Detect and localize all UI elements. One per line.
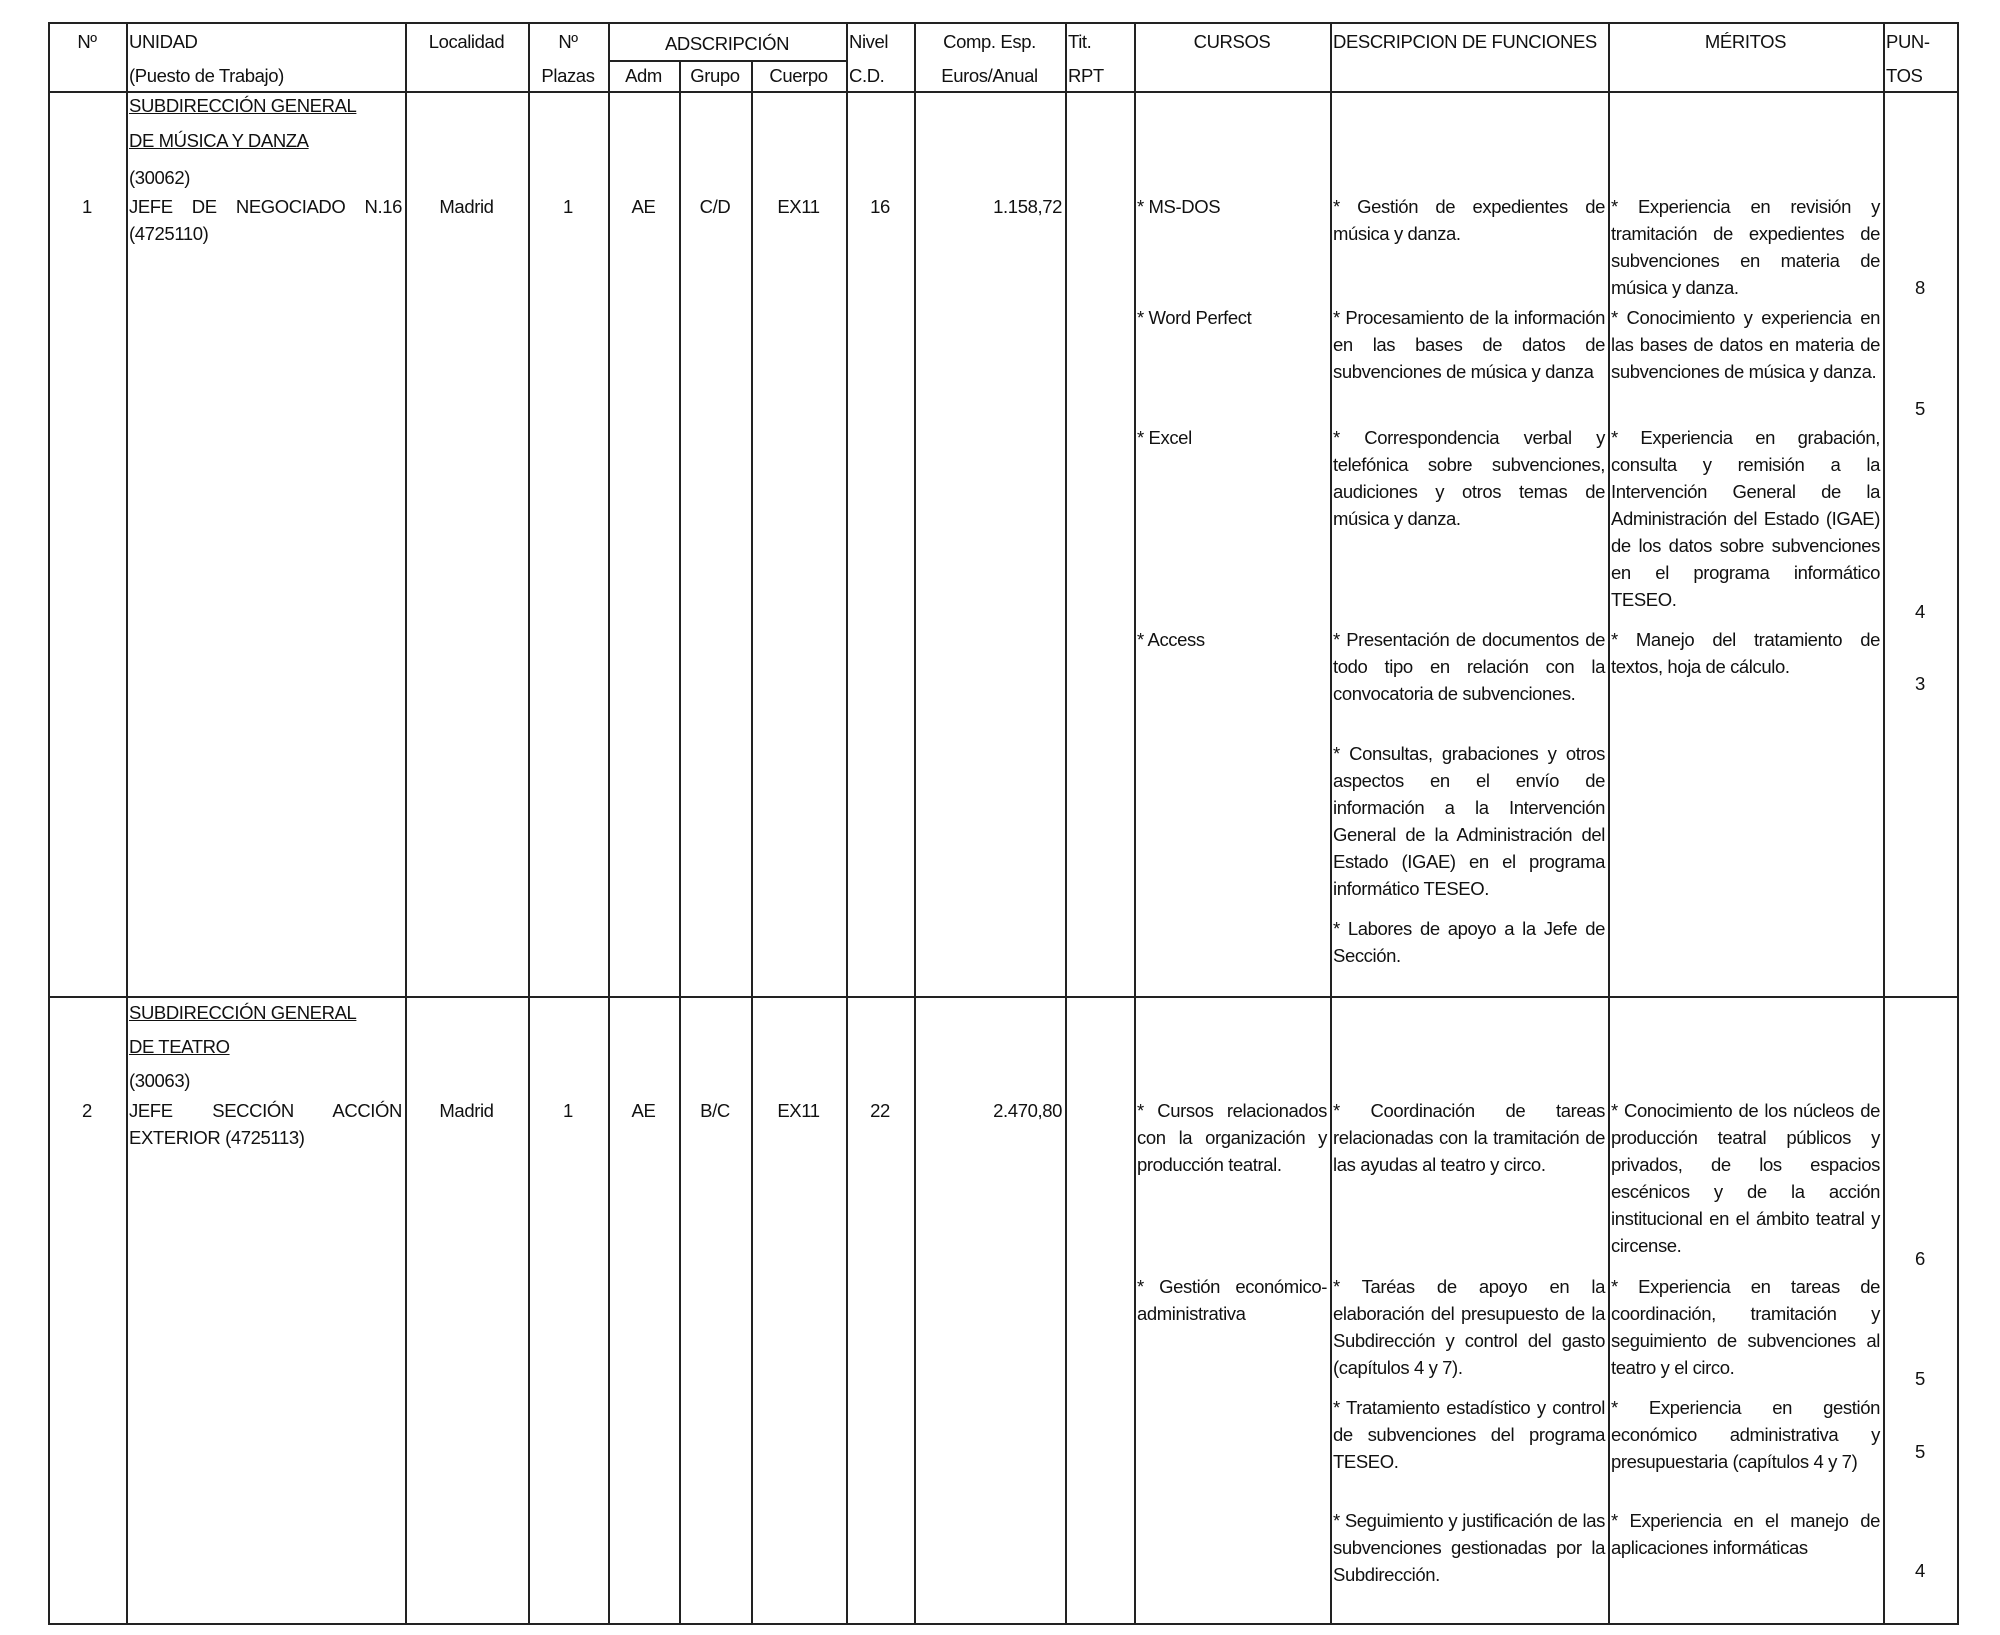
puntos-value: 4	[1915, 1560, 1925, 1581]
cell-comp: 2.470,80	[993, 1100, 1062, 1121]
cell-grupo: B/C	[700, 1100, 730, 1121]
header-plazas-2: Plazas	[541, 65, 595, 86]
puesto-title: JEFE DE NEGOCIADO N.16	[129, 196, 402, 217]
header-no: Nº	[77, 31, 97, 52]
curso-item: * Gestión económico-administrativa	[1137, 1276, 1327, 1324]
curso-item: * MS-DOS	[1137, 196, 1221, 217]
cell-cuerpo: EX11	[777, 196, 820, 217]
cell-cuerpo: EX11	[777, 1100, 820, 1121]
header-puesto: (Puesto de Trabajo)	[129, 65, 284, 86]
curso-item: * Access	[1137, 629, 1205, 650]
table-column-border	[405, 22, 407, 1625]
table-column-border	[528, 22, 530, 1625]
curso-item: * Cursos relacionados con la organización y producción teatral.	[1137, 1100, 1327, 1175]
cell-adm: AE	[631, 196, 656, 217]
cell-no: 1	[82, 196, 92, 217]
merito-item: * Conocimiento y experiencia en las bases de datos en materia de subvenciones de música y danza.	[1611, 307, 1880, 382]
unidad-name: SUBDIRECCIÓN GENERAL	[129, 95, 357, 116]
unidad-name: DE TEATRO	[129, 1036, 230, 1057]
funcion-item: * Coordinación de tareas relacionadas con la tramitación de las ayudas al teatro y circo.	[1333, 1100, 1605, 1175]
table-column-border	[1957, 22, 1959, 1625]
cell-plazas: 1	[563, 1100, 573, 1121]
header-cuerpo: Cuerpo	[769, 65, 828, 86]
header-tit-2: RPT	[1068, 65, 1104, 86]
funcion-item: * Correspondencia verbal y telefónica sobre subvenciones, audiciones y otros temas de música y danza.	[1333, 427, 1605, 529]
table-column-border	[1330, 22, 1332, 1625]
funcion-item: * Consultas, grabaciones y otros aspectos en el envío de información a la Intervención General de la Administración del Estado (IGAE) en el programa informático TESEO.	[1333, 743, 1605, 899]
puesto-code: (4725110)	[129, 223, 209, 244]
unidad-name: DE MÚSICA Y DANZA	[129, 130, 309, 151]
table-column-border	[1883, 22, 1885, 1625]
table-column-border	[126, 22, 128, 1625]
cell-nivel: 22	[870, 1100, 890, 1121]
table-column-border	[679, 60, 681, 1623]
merito-item: * Experiencia en el manejo de aplicaciones informáticas	[1611, 1510, 1880, 1558]
header-puntos-1: PUN-	[1886, 31, 1930, 52]
curso-item: * Excel	[1137, 427, 1192, 448]
merito-item: * Experiencia en tareas de coordinación, tramitación y seguimiento de subvenciones al teatro y el circo.	[1611, 1276, 1880, 1378]
unidad-code: (30062)	[129, 167, 190, 188]
funcion-item: * Seguimiento y justificación de las subvenciones gestionadas por la Subdirección.	[1333, 1510, 1605, 1585]
curso-item: * Word Perfect	[1137, 307, 1252, 328]
header-comp-2: Euros/Anual	[941, 65, 1038, 86]
funcion-item: * Procesamiento de la información en las bases de datos de subvenciones de música y danza	[1333, 307, 1605, 382]
merito-item: * Experiencia en revisión y tramitación de expedientes de subvenciones en materia de música y danza.	[1611, 196, 1880, 298]
table-column-border	[914, 22, 916, 1625]
funcion-item: * Tratamiento estadístico y control de subvenciones del programa TESEO.	[1333, 1397, 1605, 1472]
header-cursos: CURSOS	[1193, 31, 1271, 52]
cell-nivel: 16	[870, 196, 890, 217]
table-column-border	[48, 22, 50, 1625]
cell-adm: AE	[631, 1100, 656, 1121]
cell-localidad: Madrid	[439, 196, 494, 217]
header-grupo: Grupo	[690, 65, 740, 86]
puesto-title: JEFE SECCIÓN ACCIÓN EXTERIOR (4725113)	[129, 1100, 402, 1148]
header-adscripcion: ADSCRIPCIÓN	[664, 33, 790, 54]
puntos-value: 5	[1915, 398, 1925, 419]
header-plazas-1: Nº	[558, 31, 578, 52]
funcion-item: * Labores de apoyo a la Jefe de Sección.	[1333, 918, 1605, 966]
puntos-value: 5	[1915, 1368, 1925, 1389]
cell-grupo: C/D	[699, 196, 731, 217]
table-column-border	[608, 22, 610, 1625]
header-comp-1: Comp. Esp.	[943, 31, 1036, 52]
funcion-item: * Taréas de apoyo en la elaboración del presupuesto de la Subdirección y control del gasto (capítulos 4 y 7).	[1333, 1276, 1605, 1378]
merito-item: * Experiencia en gestión económico administrativa y presupuestaria (capítulos 4 y 7)	[1611, 1397, 1880, 1472]
table-row-border	[48, 22, 1959, 24]
header-descripcion: DESCRIPCION DE FUNCIONES	[1333, 31, 1597, 52]
table-column-border	[1134, 22, 1136, 1625]
table-column-border	[846, 22, 848, 1625]
header-nivel-1: Nivel	[849, 31, 889, 52]
cell-no: 2	[82, 1100, 92, 1121]
puntos-value: 3	[1915, 673, 1925, 694]
merito-item: * Manejo del tratamiento de textos, hoja de cálculo.	[1611, 629, 1880, 677]
table-column-border	[751, 60, 753, 1623]
header-meritos: MÉRITOS	[1704, 31, 1787, 52]
merito-item: * Experiencia en grabación, consulta y remisión a la Intervención General de la Administración del Estado (IGAE) de los datos sobre subvenciones en el programa informático TESEO.	[1611, 427, 1880, 610]
funcion-item: * Gestión de expedientes de música y danza.	[1333, 196, 1605, 244]
header-adm: Adm	[625, 65, 662, 86]
table-column-border	[1065, 22, 1067, 1625]
puntos-value: 8	[1915, 277, 1925, 298]
header-nivel-2: C.D.	[849, 65, 885, 86]
cell-plazas: 1	[563, 196, 573, 217]
puntos-value: 5	[1915, 1441, 1925, 1462]
funcion-item: * Presentación de documentos de todo tipo en relación con la convocatoria de subvenciones.	[1333, 629, 1605, 704]
header-unidad: UNIDAD	[129, 31, 198, 52]
cell-comp: 1.158,72	[993, 196, 1062, 217]
header-tit-1: Tit.	[1068, 31, 1092, 52]
puntos-value: 4	[1915, 601, 1925, 622]
merito-item: * Conocimiento de los núcleos de producción teatral públicos y privados, de los espacios escénicos y de la acción institucional en el ámbito teatral y circense.	[1611, 1100, 1880, 1256]
table-column-border	[1608, 22, 1610, 1625]
unidad-name: SUBDIRECCIÓN GENERAL	[129, 1002, 357, 1023]
header-localidad: Localidad	[428, 31, 505, 52]
table-row-border	[48, 996, 1959, 998]
table-row-border	[48, 1623, 1959, 1625]
unidad-code: (30063)	[129, 1070, 190, 1091]
puntos-value: 6	[1915, 1248, 1925, 1269]
cell-localidad: Madrid	[439, 1100, 494, 1121]
header-puntos-2: TOS	[1886, 65, 1923, 86]
